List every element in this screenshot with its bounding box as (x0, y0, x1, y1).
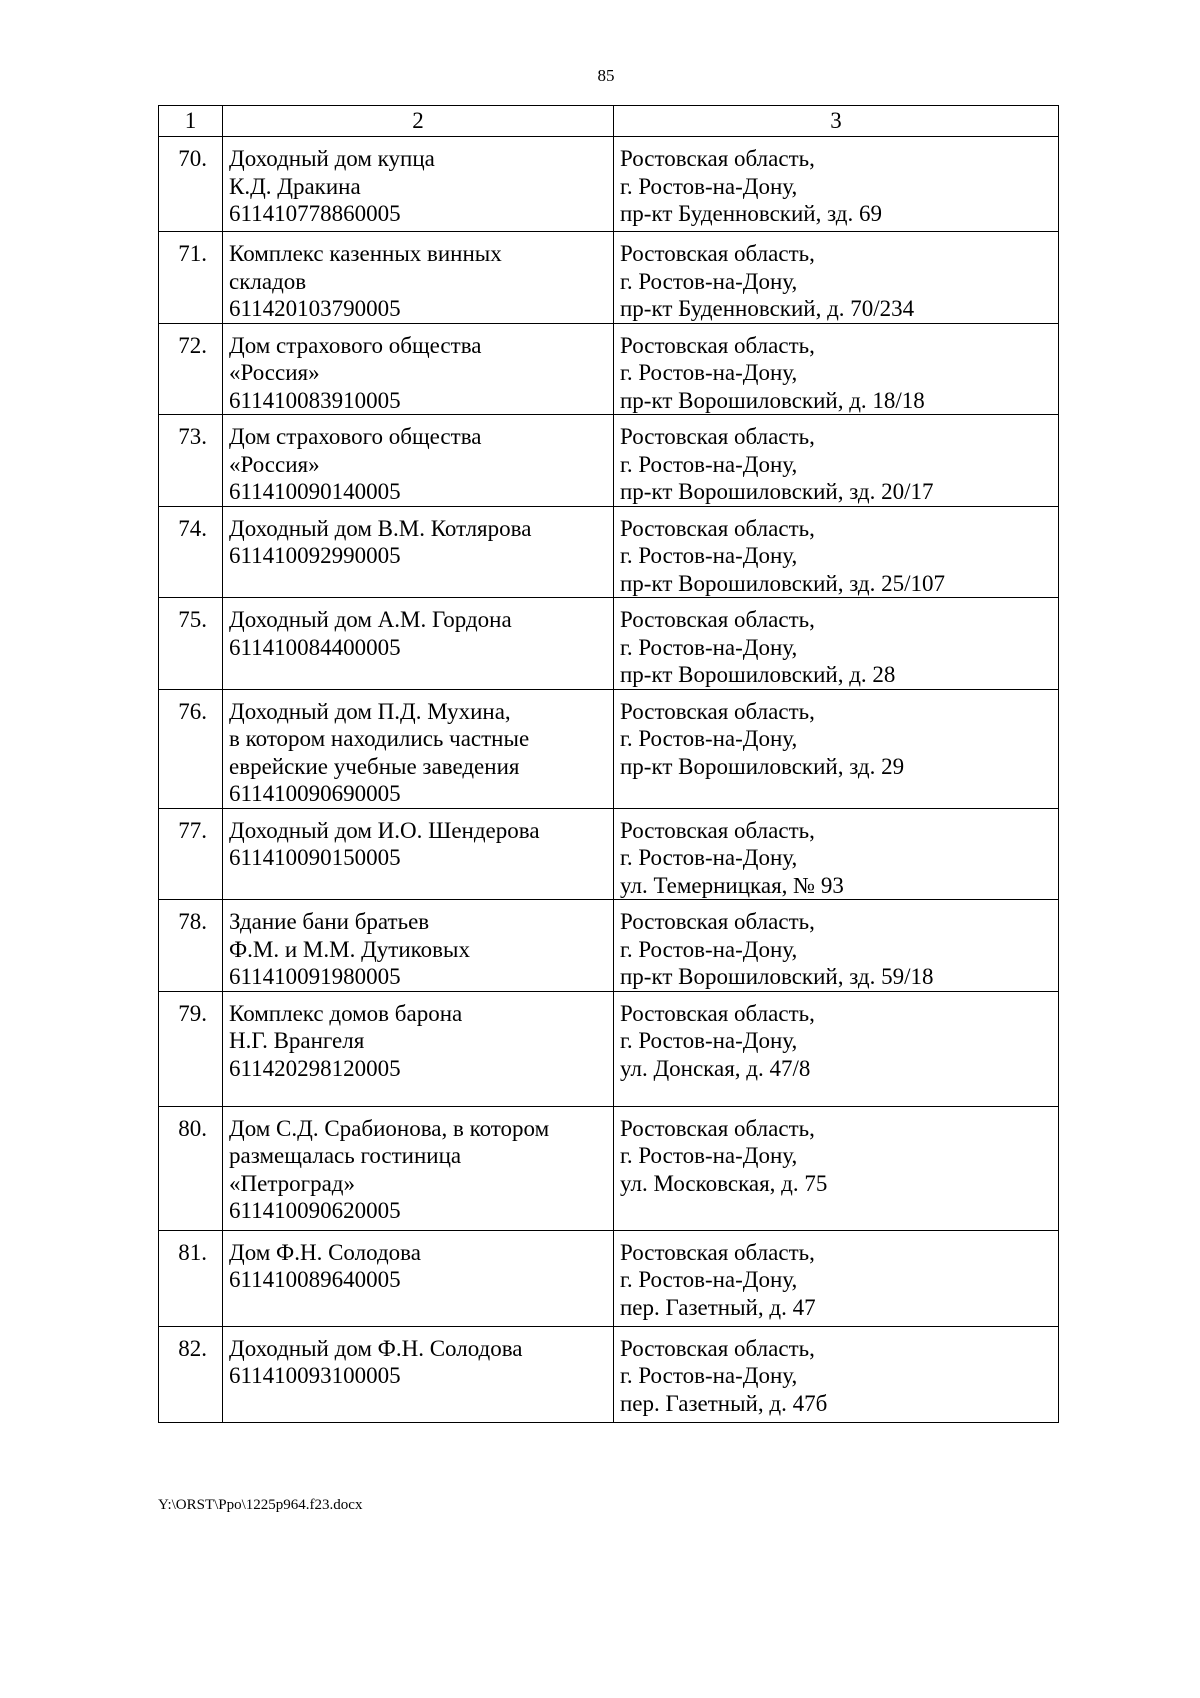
object-name-cell (223, 1230, 614, 1326)
object-name-line: Ф.М. и М.М. Дутиковых (229, 936, 470, 962)
table-row (159, 1230, 1059, 1326)
row-number: 71. (159, 232, 223, 324)
address-line: пер. Газетный, д. 47б (620, 1390, 828, 1416)
address-line: г. Ростов-на-Дону, (620, 173, 798, 199)
object-name-line: Дом Ф.Н. Солодова (229, 1239, 421, 1265)
object-name-line: Доходный дом И.О. Шендерова (229, 817, 540, 843)
address-line: г. Ростов-на-Дону, (620, 268, 798, 294)
address-cell (614, 232, 1059, 324)
object-name-line: складов (229, 268, 307, 294)
address-line: г. Ростов-на-Дону, (620, 360, 798, 385)
object-name-line: 611410089640005 (229, 1267, 401, 1292)
object-name-cell (223, 991, 614, 1106)
object-name-cell (223, 808, 614, 900)
object-name-line: 611420103790005 (229, 296, 401, 321)
object-name-line: 611410091980005 (229, 964, 401, 989)
page-number: 85 (597, 66, 615, 85)
row-number: 78. (159, 900, 223, 992)
address-line: пр-кт Буденновский, зд. 69 (620, 201, 882, 226)
object-name-line: «Россия» (229, 451, 320, 477)
row-number: 76. (159, 689, 223, 808)
object-name-line: Доходный дом Ф.Н. Солодова (229, 1335, 523, 1361)
table-row (159, 991, 1059, 1106)
address-line: г. Ростов-на-Дону, (620, 936, 798, 962)
address-cell (614, 506, 1059, 598)
address-line: Ростовская область, (620, 146, 815, 171)
object-name-line: еврейские учебные заведения (229, 753, 520, 779)
address-line: пр-кт Ворошиловский, зд. 25/107 (620, 570, 945, 596)
object-name-line: «Петроград» (229, 1170, 355, 1196)
address-line: Ростовская область, (620, 698, 815, 724)
address-line: г. Ростов-на-Дону, (620, 1363, 798, 1388)
address-line: ул. Донская, д. 47/8 (620, 1055, 811, 1081)
address-line: г. Ростов-на-Дону, (620, 726, 798, 751)
object-name-line: Дом страхового общества (229, 424, 482, 449)
address-line: г. Ростов-на-Дону, (620, 1267, 798, 1292)
address-cell (614, 1106, 1059, 1230)
object-name-cell (223, 689, 614, 808)
object-name-cell (223, 900, 614, 992)
address-line: Ростовская область, (620, 1000, 815, 1026)
object-name-cell (223, 506, 614, 598)
row-number: 77. (159, 808, 223, 900)
address-line: пр-кт Ворошиловский, зд. 20/17 (620, 479, 934, 504)
object-name-line: 611420298120005 (229, 1055, 401, 1081)
heritage-objects-table (158, 105, 1059, 1423)
table-row (159, 689, 1059, 808)
object-name-line: Доходный дом П.Д. Мухина, (229, 698, 511, 724)
address-line: пер. Газетный, д. 47 (620, 1294, 816, 1320)
object-name-line: Доходный дом купца (229, 146, 435, 171)
object-name-cell (223, 598, 614, 690)
object-name-line: 611410090690005 (229, 781, 401, 806)
object-name-line: размещалась гостиница (229, 1143, 462, 1168)
object-name-line: К.Д. Дракина (229, 173, 361, 199)
address-cell (614, 991, 1059, 1106)
address-line: пр-кт Ворошиловский, зд. 29 (620, 753, 905, 779)
object-name-cell (223, 137, 614, 232)
address-cell (614, 323, 1059, 415)
table-row (159, 137, 1059, 232)
row-number: 79. (159, 991, 223, 1106)
object-name-cell (223, 232, 614, 324)
row-number: 75. (159, 598, 223, 690)
row-number: 80. (159, 1106, 223, 1230)
address-cell (614, 415, 1059, 507)
address-line: г. Ростов-на-Дону, (620, 634, 798, 660)
object-name-line: Комплекс казенных винных (229, 241, 502, 266)
address-line: Ростовская область, (620, 1335, 815, 1361)
object-name-line: Доходный дом А.М. Гордона (229, 607, 512, 632)
row-number: 81. (159, 1230, 223, 1326)
object-name-line: 611410092990005 (229, 543, 401, 568)
row-number: 73. (159, 415, 223, 507)
address-line: пр-кт Буденновский, д. 70/234 (620, 296, 915, 321)
address-line: Ростовская область, (620, 515, 815, 541)
object-name-line: «Россия» (229, 360, 320, 385)
address-line: Ростовская область, (620, 1239, 815, 1265)
object-name-line: 611410090150005 (229, 845, 401, 870)
address-line: ул. Московская, д. 75 (620, 1170, 828, 1196)
table-row (159, 900, 1059, 992)
table-row (159, 232, 1059, 324)
address-cell (614, 1326, 1059, 1422)
object-name-line: 611410778860005 (229, 201, 401, 226)
address-line: г. Ростов-на-Дону, (620, 845, 798, 870)
object-name-line: Здание бани братьев (229, 909, 430, 934)
address-cell (614, 1230, 1059, 1326)
table-row (159, 808, 1059, 900)
object-name-line: Дом С.Д. Срабионова, в котором (229, 1115, 550, 1141)
object-name-cell (223, 1106, 614, 1230)
object-name-line: Н.Г. Врангеля (229, 1028, 365, 1053)
address-cell (614, 137, 1059, 232)
object-name-cell (223, 1326, 614, 1422)
column-header-1: 1 (159, 106, 223, 137)
object-name-line: в котором находились частные (229, 726, 530, 751)
address-line: пр-кт Ворошиловский, д. 18/18 (620, 387, 925, 413)
table-row (159, 323, 1059, 415)
address-line: ул. Темерницкая, № 93 (620, 872, 844, 898)
address-line: Ростовская область, (620, 909, 815, 934)
table-header-row (159, 106, 1059, 137)
address-line: Ростовская область, (620, 332, 815, 358)
address-line: пр-кт Ворошиловский, д. 28 (620, 662, 896, 687)
row-number: 70. (159, 137, 223, 232)
object-name-line: 611410083910005 (229, 387, 401, 413)
address-line: г. Ростов-на-Дону, (620, 1028, 798, 1053)
object-name-cell (223, 415, 614, 507)
object-name-cell (223, 323, 614, 415)
object-name-line: Дом страхового общества (229, 332, 482, 358)
address-cell (614, 598, 1059, 690)
column-header-3: 3 (614, 106, 1059, 137)
object-name-line: Комплекс домов барона (229, 1000, 463, 1026)
address-line: Ростовская область, (620, 817, 815, 843)
object-name-line: 611410093100005 (229, 1363, 401, 1388)
row-number: 72. (159, 323, 223, 415)
file-path-footer: Y:\ORST\Ppo\1225p964.f23.docx (158, 1497, 363, 1513)
address-line: Ростовская область, (620, 424, 815, 449)
table-row (159, 506, 1059, 598)
address-cell (614, 900, 1059, 992)
address-line: пр-кт Ворошиловский, зд. 59/18 (620, 964, 934, 989)
address-line: г. Ростов-на-Дону, (620, 451, 798, 477)
table-row (159, 415, 1059, 507)
table-row (159, 1106, 1059, 1230)
object-name-line: 611410090620005 (229, 1198, 401, 1223)
address-line: г. Ростов-на-Дону, (620, 1143, 798, 1168)
row-number: 74. (159, 506, 223, 598)
table-row (159, 1326, 1059, 1422)
address-line: Ростовская область, (620, 607, 815, 632)
address-line: Ростовская область, (620, 1115, 815, 1141)
address-cell (614, 808, 1059, 900)
object-name-line: 611410084400005 (229, 634, 401, 660)
object-name-line: 611410090140005 (229, 479, 401, 504)
table-row (159, 598, 1059, 690)
column-header-2: 2 (223, 106, 614, 137)
object-name-line: Доходный дом В.М. Котлярова (229, 515, 532, 541)
address-line: г. Ростов-на-Дону, (620, 543, 798, 568)
address-line: Ростовская область, (620, 241, 815, 266)
row-number: 82. (159, 1326, 223, 1422)
address-cell (614, 689, 1059, 808)
